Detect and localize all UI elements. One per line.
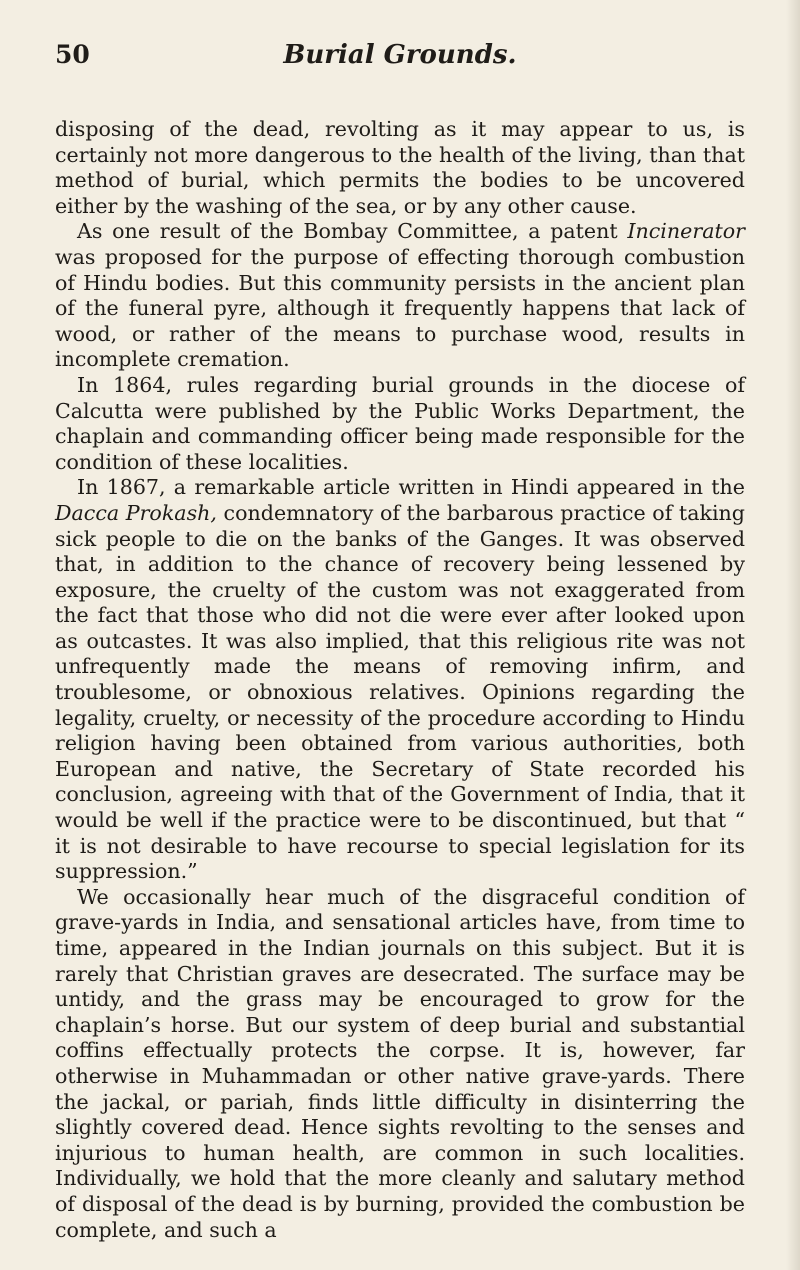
incinerator-term: Incinerator <box>627 219 745 244</box>
paragraph-1: disposing of the dead, revolting as it may appear to us, is certainly not more dangerous to the health of the living, than that method of burial, which permits the bodies to be uncovered either by the washing of the sea, or by any other cause. <box>55 117 745 218</box>
paragraph-2: As one result of the Bombay Committee, a patent Incinerator was proposed for the purpose of effecting thorough combustion of Hindu bodies. But this community persists in the ancient plan of the funeral pyre, although it frequently happens that lack of wood, or rather of the means to purchase wood, results in incomplete cremation. <box>55 219 745 372</box>
page-edge-shadow <box>786 0 800 1270</box>
body-text <box>55 117 745 1243</box>
paragraph-3: In 1864, rules regarding burial grounds in the diocese of Calcutta were published by the Public Works Department, the chaplain and commanding officer being made responsible for the condition of these localities. <box>55 372 745 474</box>
page-number: 50 <box>55 40 90 69</box>
page-header <box>55 40 745 80</box>
paragraph-4: In 1867, a remarkable article written in Hindi appeared in the Dacca Prokash, condemnatory of the barbarous practice of taking sick people to die on the banks of the Ganges. It was observed that, in addition to the chance of recovery being lessened by exposure, the cruelty of the custom was not exaggerated from the fact that those who did not die were ever after looked upon as outcastes. It was also implied, that this religious rite was not unfrequently made the means of removing infirm, and troublesome, or obnoxious relatives. Opinions regarding the legality, cruelty, or necessity of the procedure according to Hindu religion having been obtained from various authorities, both European and native, the Secretary of State recorded his conclusion, agreeing with that of the Government of India, that it would be well if the practice were to be discontinued, but that “ it is not desirable to have recourse to special legislation for its suppression.” <box>55 475 745 884</box>
newspaper-title: Dacca Prokash, <box>55 500 217 525</box>
running-title: Burial Grounds. <box>283 40 517 70</box>
paragraph-5: We occasionally hear much of the disgraceful condition of grave-yards in India, and sensational articles have, from time to time, appeared in the Indian journals on this subject. But it is rarely that Christian graves are desecrated. The surface may be untidy, and the grass may be encouraged to grow for the chaplain’s horse. But our system of deep burial and substantial coffins effectually protects the corpse. It is, however, far otherwise in Muhammadan or other native grave-yards. There the jackal, or pariah, finds little difficulty in disinterring the slightly covered dead. Hence sights revolting to the senses and injurious to human health, are common in such localities. Individually, we hold that the more cleanly and salutary method of disposal of the dead is by burning, provided the combustion be complete, and such a <box>55 884 745 1242</box>
